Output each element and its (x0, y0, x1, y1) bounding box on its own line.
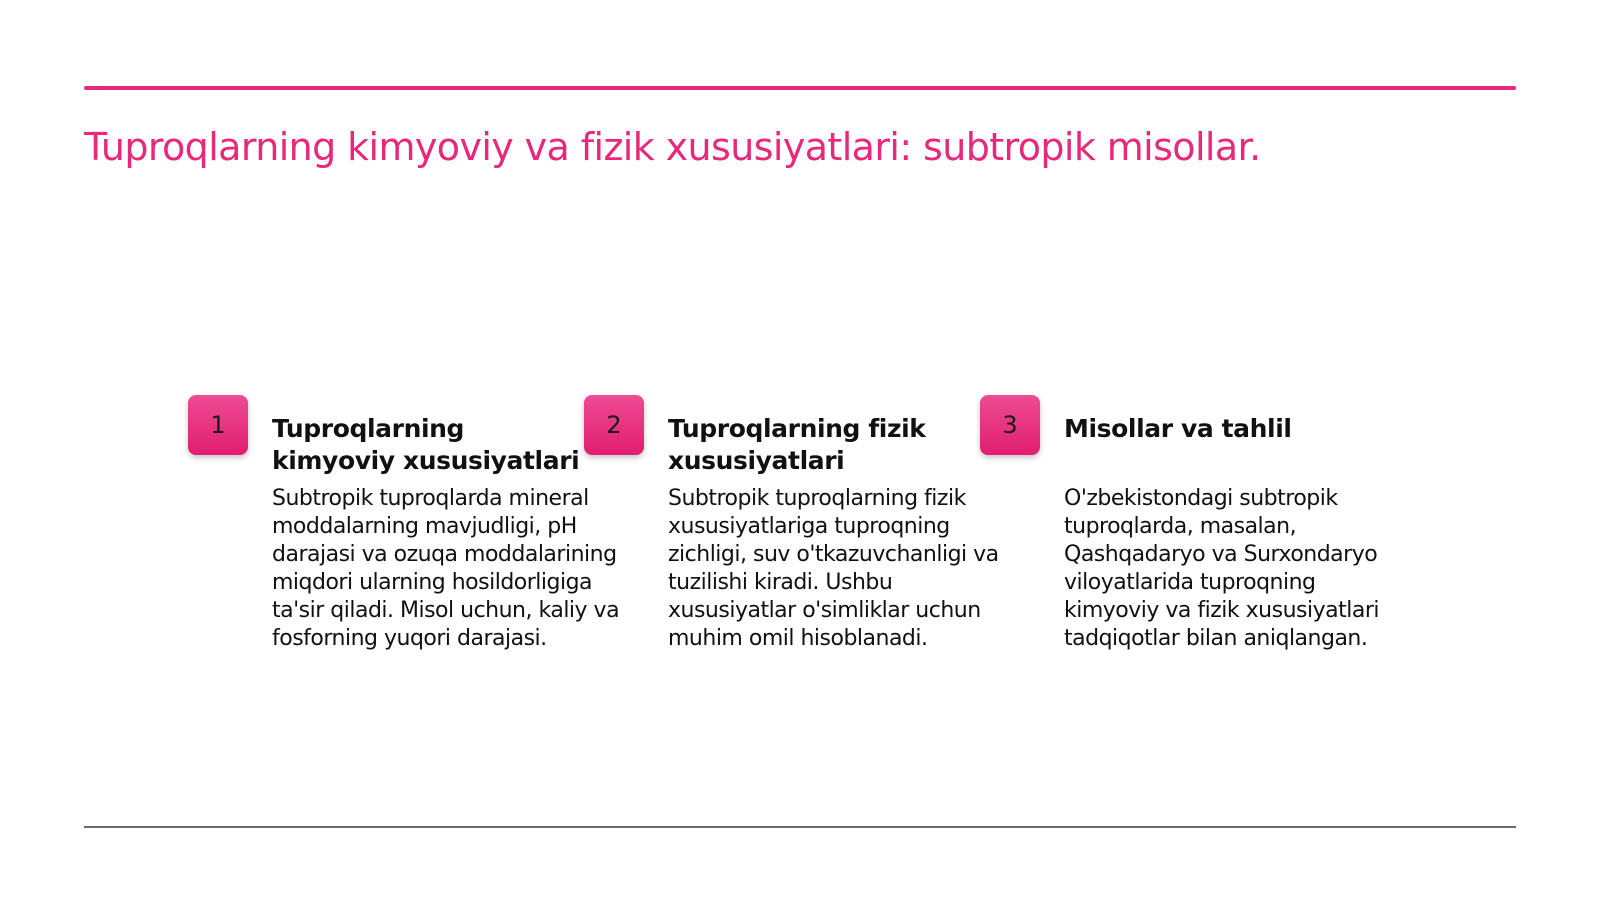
slide-title: Tuproqlarning kimyoviy va fizik xususiyatlari: subtropik misollar. (84, 125, 1261, 169)
step-number-badge: 3 (980, 395, 1040, 455)
step-title: Tuproqlarning kimyoviy xususiyatlari (272, 414, 580, 475)
step-number-badge: 2 (584, 395, 644, 455)
step-card-1 (188, 395, 620, 695)
title-accent-rule (84, 86, 1516, 90)
step-card-3 (980, 395, 1379, 695)
step-number-badge: 1 (188, 395, 248, 455)
footer-divider (84, 826, 1516, 828)
step-description: Subtropik tuproqlarning fizik xususiyatlariga tuproqning zichligi, suv o'tkazuvchanligi va tuzilishi kiradi. Ushbu xususiyatlar o'simliklar uchun muhim omil hisoblanadi. (668, 486, 999, 651)
step-title: Misollar va tahlil (1064, 414, 1292, 443)
step-description: Subtropik tuproqlarda mineral moddalarning mavjudligi, pH darajasi va ozuqa moddalarining miqdori ularning hosildorligiga ta'sir qiladi. Misol uchun, kaliy va fosforning yuqori darajasi. (272, 486, 620, 651)
step-title: Tuproqlarning fizik xususiyatlari (668, 414, 926, 475)
step-card-2 (584, 395, 999, 695)
step-description: O'zbekistondagi subtropik tuproqlarda, masalan, Qashqadaryo va Surxondaryo viloyatlarida tuproqning kimyoviy va fizik xususiyatlari tadqiqotlar bilan aniqlangan. (1064, 486, 1379, 651)
